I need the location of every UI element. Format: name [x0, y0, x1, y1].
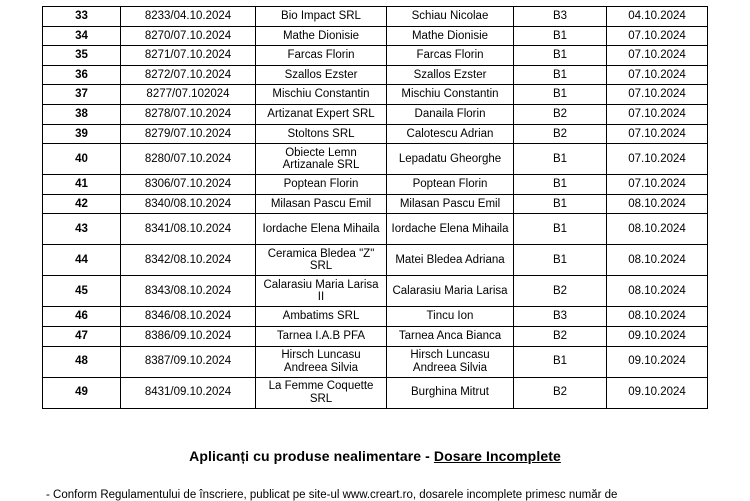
representative-cell: Poptean Florin — [387, 175, 514, 195]
table-row — [43, 194, 708, 214]
representative-cell: Szallos Ezster — [387, 65, 514, 85]
category-cell: B1 — [514, 85, 607, 105]
registration-number-cell: 8233/04.10.2024 — [121, 7, 256, 27]
registration-number-cell: 8271/07.10.2024 — [121, 46, 256, 66]
category-cell: B1 — [514, 194, 607, 214]
row-number-cell: 37 — [43, 85, 121, 105]
registration-number-cell: 8341/08.10.2024 — [121, 214, 256, 245]
row-number-cell: 46 — [43, 307, 121, 327]
company-name-cell: Poptean Florin — [256, 175, 387, 195]
table-row — [43, 7, 708, 27]
date-cell: 08.10.2024 — [607, 245, 708, 276]
date-cell: 04.10.2024 — [607, 7, 708, 27]
row-number-cell: 39 — [43, 124, 121, 144]
date-cell: 09.10.2024 — [607, 346, 708, 377]
date-cell: 07.10.2024 — [607, 175, 708, 195]
section-title-prefix: Aplicanți cu produse nealimentare - — [189, 448, 434, 464]
category-cell: B1 — [514, 175, 607, 195]
table-row — [43, 124, 708, 144]
table-row — [43, 346, 708, 377]
representative-cell: Farcas Florin — [387, 46, 514, 66]
representative-cell: Burghina Mitrut — [387, 377, 514, 408]
date-cell: 09.10.2024 — [607, 326, 708, 346]
representative-cell: Tarnea Anca Bianca — [387, 326, 514, 346]
representative-cell: Hirsch Luncasu Andreea Silvia — [387, 346, 514, 377]
company-name-cell: Hirsch Luncasu Andreea Silvia — [256, 346, 387, 377]
row-number-cell: 44 — [43, 245, 121, 276]
category-cell: B1 — [514, 65, 607, 85]
row-number-cell: 34 — [43, 26, 121, 46]
table-row — [43, 144, 708, 175]
date-cell: 07.10.2024 — [607, 144, 708, 175]
company-name-cell: Szallos Ezster — [256, 65, 387, 85]
category-cell: B2 — [514, 104, 607, 124]
date-cell: 08.10.2024 — [607, 307, 708, 327]
table-row — [43, 276, 708, 307]
row-number-cell: 42 — [43, 194, 121, 214]
date-cell: 07.10.2024 — [607, 26, 708, 46]
company-name-cell: Stoltons SRL — [256, 124, 387, 144]
date-cell: 07.10.2024 — [607, 46, 708, 66]
table-row — [43, 65, 708, 85]
date-cell: 07.10.2024 — [607, 85, 708, 105]
category-cell: B1 — [514, 245, 607, 276]
registration-number-cell: 8279/07.10.2024 — [121, 124, 256, 144]
date-cell: 08.10.2024 — [607, 214, 708, 245]
registration-number-cell: 8340/08.10.2024 — [121, 194, 256, 214]
category-cell: B1 — [514, 144, 607, 175]
registration-number-cell: 8387/09.10.2024 — [121, 346, 256, 377]
row-number-cell: 35 — [43, 46, 121, 66]
table-row — [43, 85, 708, 105]
registration-number-cell: 8272/07.10.2024 — [121, 65, 256, 85]
representative-cell: Mischiu Constantin — [387, 85, 514, 105]
row-number-cell: 49 — [43, 377, 121, 408]
row-number-cell: 40 — [43, 144, 121, 175]
representative-cell: Milasan Pascu Emil — [387, 194, 514, 214]
company-name-cell: Ambatims SRL — [256, 307, 387, 327]
table-row — [43, 26, 708, 46]
row-number-cell: 38 — [43, 104, 121, 124]
category-cell: B3 — [514, 7, 607, 27]
row-number-cell: 45 — [43, 276, 121, 307]
table-row — [43, 46, 708, 66]
representative-cell: Tincu Ion — [387, 307, 514, 327]
table-row — [43, 104, 708, 124]
category-cell: B2 — [514, 276, 607, 307]
representative-cell: Lepadatu Gheorghe — [387, 144, 514, 175]
registration-number-cell: 8270/07.10.2024 — [121, 26, 256, 46]
representative-cell: Calarasiu Maria Larisa — [387, 276, 514, 307]
company-name-cell: Mathe Dionisie — [256, 26, 387, 46]
category-cell: B2 — [514, 326, 607, 346]
representative-cell: Calotescu Adrian — [387, 124, 514, 144]
table-row — [43, 326, 708, 346]
company-name-cell: Farcas Florin — [256, 46, 387, 66]
representative-cell: Danaila Florin — [387, 104, 514, 124]
regulation-note: - Conform Regulamentului de înscriere, publicat pe site-ul www.creart.ro, dosarele incomplete primesc număr de — [46, 489, 618, 501]
registration-number-cell: 8342/08.10.2024 — [121, 245, 256, 276]
category-cell: B2 — [514, 377, 607, 408]
applicants-table-body — [43, 7, 708, 409]
category-cell: B1 — [514, 46, 607, 66]
section-title — [0, 448, 750, 464]
company-name-cell: La Femme Coquette SRL — [256, 377, 387, 408]
date-cell: 07.10.2024 — [607, 65, 708, 85]
company-name-cell: Iordache Elena Mihaila — [256, 214, 387, 245]
representative-cell: Matei Bledea Adriana — [387, 245, 514, 276]
registration-number-cell: 8306/07.10.2024 — [121, 175, 256, 195]
date-cell: 08.10.2024 — [607, 194, 708, 214]
row-number-cell: 41 — [43, 175, 121, 195]
company-name-cell: Mischiu Constantin — [256, 85, 387, 105]
registration-number-cell: 8280/07.10.2024 — [121, 144, 256, 175]
registration-number-cell: 8278/07.10.2024 — [121, 104, 256, 124]
company-name-cell: Obiecte Lemn Artizanale SRL — [256, 144, 387, 175]
representative-cell: Mathe Dionisie — [387, 26, 514, 46]
registration-number-cell: 8346/08.10.2024 — [121, 307, 256, 327]
row-number-cell: 47 — [43, 326, 121, 346]
table-row — [43, 175, 708, 195]
category-cell: B1 — [514, 346, 607, 377]
date-cell: 08.10.2024 — [607, 276, 708, 307]
registration-number-cell: 8386/09.10.2024 — [121, 326, 256, 346]
company-name-cell: Calarasiu Maria Larisa II — [256, 276, 387, 307]
representative-cell: Iordache Elena Mihaila — [387, 214, 514, 245]
date-cell: 07.10.2024 — [607, 104, 708, 124]
row-number-cell: 36 — [43, 65, 121, 85]
company-name-cell: Milasan Pascu Emil — [256, 194, 387, 214]
category-cell: B3 — [514, 307, 607, 327]
table-row — [43, 245, 708, 276]
representative-cell: Schiau Nicolae — [387, 7, 514, 27]
table-row — [43, 214, 708, 245]
category-cell: B1 — [514, 26, 607, 46]
section-title-incomplete: Dosare Incomplete — [433, 448, 561, 464]
row-number-cell: 43 — [43, 214, 121, 245]
date-cell: 09.10.2024 — [607, 377, 708, 408]
company-name-cell: Artizanat Expert SRL — [256, 104, 387, 124]
table-row — [43, 377, 708, 408]
company-name-cell: Tarnea I.A.B PFA — [256, 326, 387, 346]
company-name-cell: Ceramica Bledea "Z" SRL — [256, 245, 387, 276]
registration-number-cell: 8277/07.102024 — [121, 85, 256, 105]
table-row — [43, 307, 708, 327]
category-cell: B1 — [514, 214, 607, 245]
company-name-cell: Bio Impact SRL — [256, 7, 387, 27]
date-cell: 07.10.2024 — [607, 124, 708, 144]
category-cell: B2 — [514, 124, 607, 144]
row-number-cell: 33 — [43, 7, 121, 27]
registration-number-cell: 8343/08.10.2024 — [121, 276, 256, 307]
applicants-table — [42, 6, 708, 409]
row-number-cell: 48 — [43, 346, 121, 377]
registration-number-cell: 8431/09.10.2024 — [121, 377, 256, 408]
